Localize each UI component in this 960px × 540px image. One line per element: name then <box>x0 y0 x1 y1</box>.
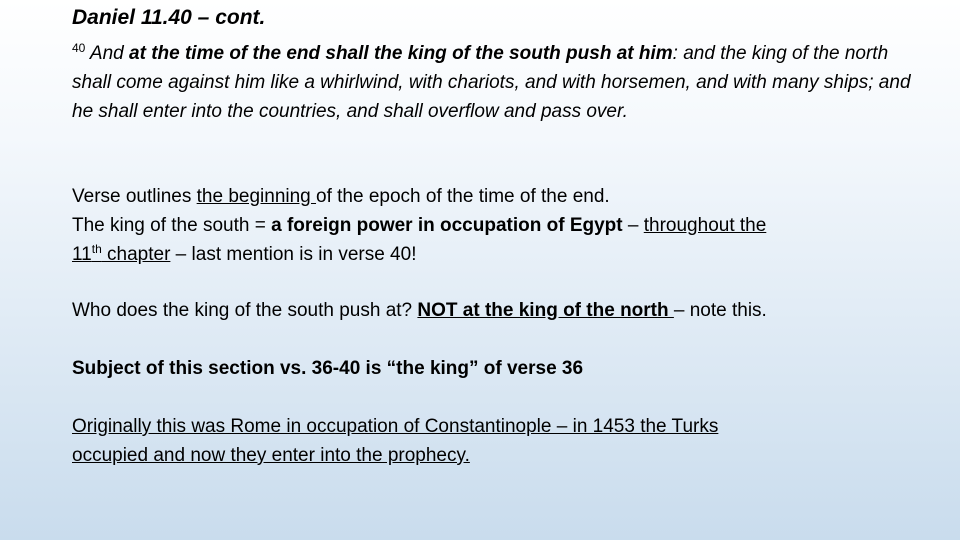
paragraph-history <box>72 412 932 470</box>
underlined-text: throughout the <box>643 215 767 236</box>
text-run: Who does the king of the south push at? <box>72 300 418 321</box>
paragraph-line: occupied and now they enter into the prophecy. <box>72 445 470 466</box>
text-run: – <box>622 215 644 236</box>
paragraph-subject <box>72 354 932 383</box>
underlined-text <box>72 244 170 265</box>
paragraph-line: Subject of this section vs. 36-40 is “the king” of verse 36 <box>72 358 584 379</box>
superscript: th <box>91 242 102 256</box>
verse-number: 40 <box>72 41 86 55</box>
paragraph-epoch <box>72 182 932 269</box>
verse-text-intro: And <box>85 43 130 64</box>
text-run: – last mention is in verse 40! <box>170 244 417 265</box>
bold-underlined-text: NOT at the king of the north <box>417 300 674 321</box>
paragraph-line <box>72 211 932 240</box>
text-run: 11 <box>72 244 92 265</box>
verse-passage <box>72 39 912 126</box>
paragraph-line <box>72 240 932 269</box>
underlined-text: the beginning <box>196 186 317 207</box>
slide-title: Daniel 11.40 – cont. <box>72 6 266 29</box>
text-run: The king of the south = <box>72 215 272 236</box>
text-run: – note this. <box>673 300 767 321</box>
verse-text-rest: : and the king of the north shall come against him like a whirlwind, with chariots, and with horsemen, and with many ships; and he shall enter into the countries, and shall overflow and pass over. <box>72 43 911 122</box>
paragraph-line <box>72 296 932 325</box>
paragraph-question <box>72 296 932 325</box>
verse-text-emphasis: at the time of the end shall the king of the south push at him <box>129 43 673 64</box>
text-run: Verse outlines <box>72 186 197 207</box>
paragraph-line <box>72 182 932 211</box>
bold-text: a foreign power in occupation of Egypt <box>271 215 623 236</box>
text-run: of the epoch of the time of the end. <box>316 186 610 207</box>
text-run: chapter <box>101 244 171 265</box>
paragraph-line: Originally this was Rome in occupation of Constantinople – in 1453 the Turks <box>72 416 719 437</box>
